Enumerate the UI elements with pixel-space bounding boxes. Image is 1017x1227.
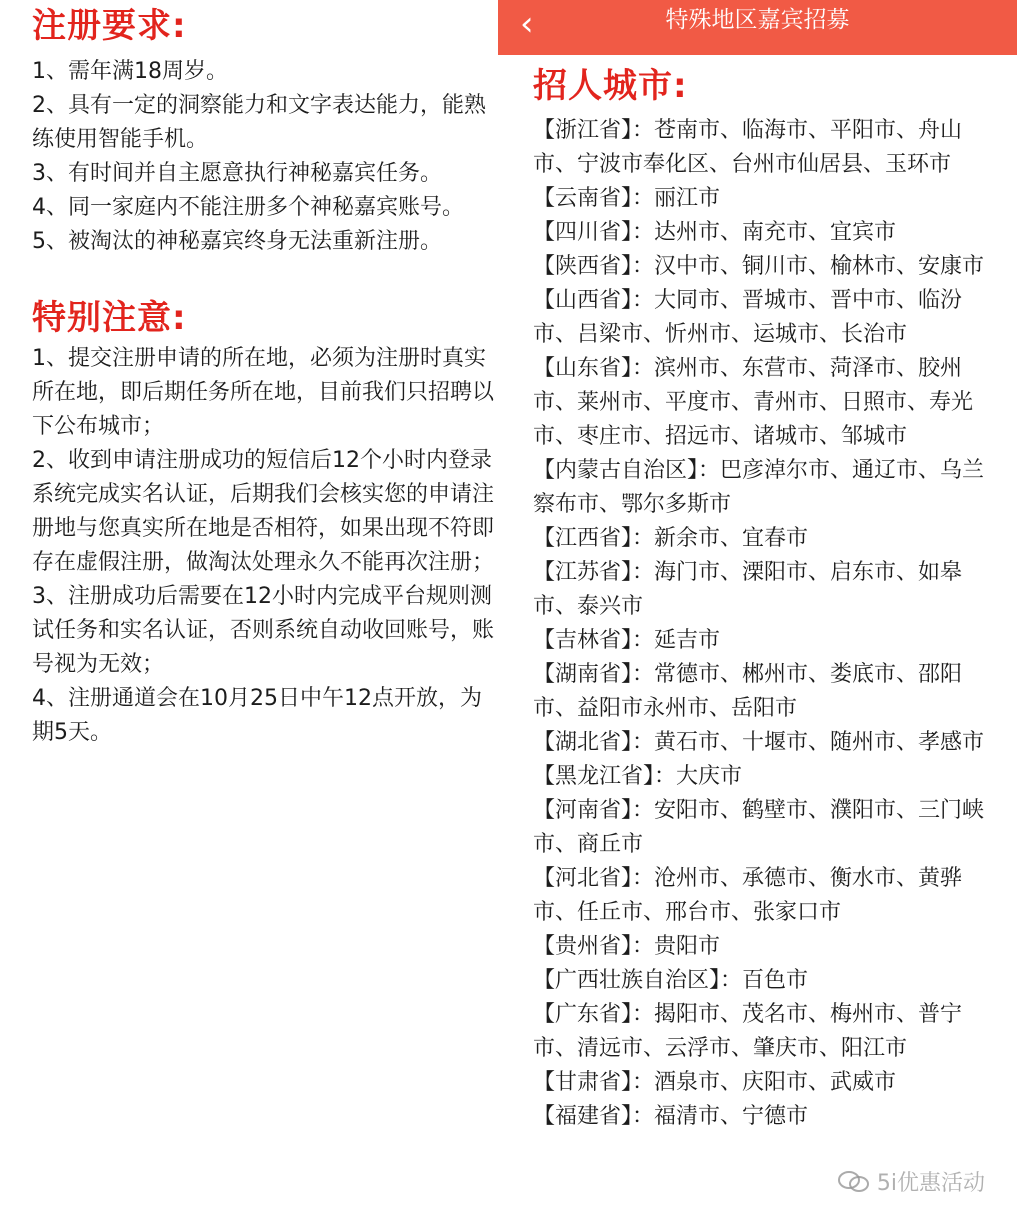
city-names: 滨州市、东营市、菏泽市、胶州市、莱州市、平度市、青州市、日照市、寿光市、枣庄市、招远市、诸城市、邹城市: [533, 356, 974, 449]
province-label: 【四川省】：: [533, 220, 655, 245]
notice-list: [32, 342, 502, 750]
list-item: [533, 522, 1003, 556]
list-item: 3、注册成功后需要在12小时内完成平台规则测试任务和实名认证，否则系统自动收回账号，账号视为无效；: [32, 584, 495, 677]
province-label: 【湖北省】：: [533, 730, 655, 755]
list-item: [533, 454, 1003, 522]
list-item: [533, 250, 1003, 284]
city-names: 大庆市: [676, 764, 743, 789]
province-label: 【广东省】：: [533, 1002, 655, 1027]
province-label: 【山西省】：: [533, 288, 655, 313]
city-names: 贵阳市: [654, 934, 721, 959]
list-item: [533, 556, 1003, 624]
province-label: 【山东省】：: [533, 356, 655, 381]
city-names: 苍南市、临海市、平阳市、舟山市、宁波市奉化区、台州市仙居县、玉环市: [533, 118, 963, 177]
list-item: 1、提交注册申请的所在地，必须为注册时真实所在地，即后期任务所在地，目前我们只招聘以下公布城市；: [32, 346, 495, 439]
city-names: 福清市、宁德市: [654, 1104, 809, 1129]
province-label: 【河南省】：: [533, 798, 655, 823]
province-label: 【浙江省】：: [533, 118, 655, 143]
left-panel: [0, 0, 498, 1227]
registration-heading: 注册要求:: [32, 6, 187, 46]
city-names: 巴彦淖尔市、通辽市、乌兰察布市、鄂尔多斯市: [533, 458, 985, 517]
province-label: 【江西省】：: [533, 526, 655, 551]
list-item: [533, 658, 1003, 726]
list-item: [533, 624, 1003, 658]
list-item: 3、有时间并自主愿意执行神秘嘉宾任务。: [32, 161, 442, 186]
page-title: 特殊地区嘉宾招募: [665, 7, 850, 33]
city-names: 常德市、郴州市、娄底市、邵阳市、益阳市永州市、岳阳市: [533, 662, 963, 721]
city-names: 延吉市: [654, 628, 721, 653]
city-names: 丽江市: [654, 186, 721, 211]
list-item: [533, 760, 1003, 794]
list-item: [533, 964, 1003, 998]
list-item: [533, 182, 1003, 216]
notice-heading: 特别注意:: [32, 298, 187, 338]
registration-list: [32, 55, 502, 259]
list-item: [533, 930, 1003, 964]
list-item: [533, 284, 1003, 352]
province-label: 【吉林省】：: [533, 628, 655, 653]
list-item: [533, 114, 1003, 182]
list-item: [533, 726, 1003, 760]
list-item: [533, 352, 1003, 454]
city-names: 揭阳市、茂名市、梅州市、普宁市、清远市、云浮市、肇庆市、阳江市: [533, 1002, 963, 1061]
list-item: 2、收到申请注册成功的短信后12个小时内登录系统完成实名认证，后期我们会核实您的申请注册地与您真实所在地是否相符，如果出现不符即存在虚假注册，做淘汰处理永久不能再次注册；: [32, 448, 495, 575]
city-names: 汉中市、铜川市、榆林市、安康市: [654, 254, 985, 279]
watermark-text: 5i优惠活动: [876, 1171, 985, 1196]
city-names: 黄石市、十堰市、随州市、孝感市: [654, 730, 985, 755]
list-item: [533, 1066, 1003, 1100]
watermark: [837, 1166, 985, 1197]
province-label: 【甘肃省】：: [533, 1070, 655, 1095]
province-label: 【河北省】：: [533, 866, 655, 891]
city-names: 新余市、宜春市: [654, 526, 809, 551]
city-list: [533, 114, 1003, 1134]
province-label: 【贵州省】：: [533, 934, 655, 959]
province-label: 【江苏省】：: [533, 560, 655, 585]
list-item: 4、注册通道会在10月25日中午12点开放，为期5天。: [32, 686, 482, 745]
province-label: 【云南省】：: [533, 186, 655, 211]
province-label: 【湖南省】：: [533, 662, 655, 687]
province-label: 【黑龙江省】：: [533, 764, 677, 789]
province-label: 【陕西省】：: [533, 254, 655, 279]
cities-heading: 招人城市:: [533, 66, 688, 106]
list-item: 2、具有一定的洞察能力和文字表达能力，能熟练使用智能手机。: [32, 93, 486, 152]
city-names: 达州市、南充市、宜宾市: [654, 220, 897, 245]
list-item: [533, 216, 1003, 250]
list-item: [533, 1100, 1003, 1134]
list-item: [533, 794, 1003, 862]
city-names: 海门市、溧阳市、启东市、如皋市、泰兴市: [533, 560, 963, 619]
list-item: 1、需年满18周岁。: [32, 59, 228, 84]
app-header: [498, 0, 1017, 55]
wechat-icon: [837, 1169, 871, 1195]
list-item: [533, 998, 1003, 1066]
right-panel: [498, 0, 1017, 1227]
province-label: 【广西壮族自治区】：: [533, 968, 743, 993]
city-names: 大同市、晋城市、晋中市、临汾市、吕梁市、忻州市、运城市、长治市: [533, 288, 963, 347]
list-item: 5、被淘汰的神秘嘉宾终身无法重新注册。: [32, 229, 442, 254]
city-names: 百色市: [742, 968, 809, 993]
city-names: 酒泉市、庆阳市、武威市: [654, 1070, 897, 1095]
chevron-left-icon: ‹: [520, 4, 534, 44]
list-item: [533, 862, 1003, 930]
list-item: 4、同一家庭内不能注册多个神秘嘉宾账号。: [32, 195, 464, 220]
province-label: 【内蒙古自治区】：: [533, 458, 721, 483]
city-names: 沧州市、承德市、衡水市、黄骅市、任丘市、邢台市、张家口市: [533, 866, 963, 925]
province-label: 【福建省】：: [533, 1104, 655, 1129]
city-names: 安阳市、鹤壁市、濮阳市、三门峡市、商丘市: [533, 798, 985, 857]
